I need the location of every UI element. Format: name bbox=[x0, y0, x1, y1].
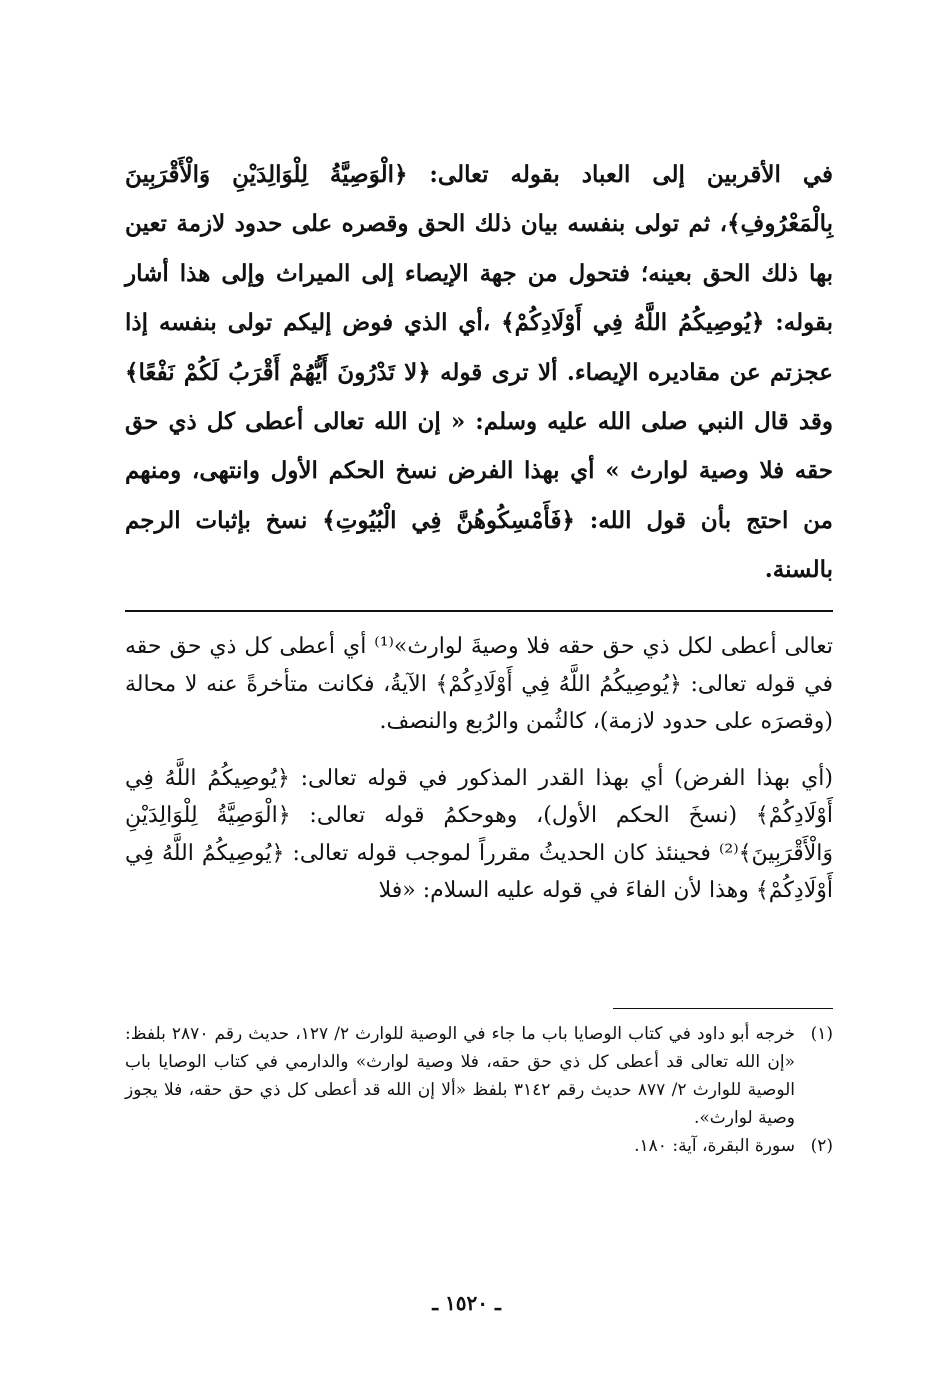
footnote-text: سورة البقرة، آية: ١٨٠. bbox=[634, 1136, 795, 1156]
footnote-number: (٢) bbox=[810, 1136, 833, 1156]
commentary-paragraph-1: تعالى أعطى لكل ذي حق حقه فلا وصيةَ لوارث»⁽¹⁾ أي أعطى كل ذي حق حقه في قوله تعالى: ﴿يُوصِيكُمُ اللَّهُ فِي أَوْلَادِكُمْ﴾ الآيةُ، فكانت متأخرةً عنه لا محالة (وقصرَه على حدود لازمة)، كالثُمن والرُبع والنصف. bbox=[125, 634, 833, 734]
footnote-text: خرجه أبو داود في كتاب الوصايا باب ما جاء في الوصية للوارث ٢/ ١٢٧، حديث رقم ٢٨٧٠ بلفظ: «إن الله تعالى قد أعطى كل ذي حق حقه، فلا وصية لوارث» والدارمي في كتاب الوصايا باب الوصية للوارث ٢/ ٨٧٧ حديث رقم ٣١٤٢ بلفظ «ألا إن الله قد أعطى كل ذي حق حقه، فلا يجوز وصية لوارث». bbox=[125, 1024, 796, 1128]
page-number: ـ ١٥٢٠ ـ bbox=[432, 1291, 501, 1315]
footnote-divider bbox=[613, 1008, 833, 1009]
main-paragraph: في الأقربين إلى العباد بقوله تعالى: ﴿الْوَصِيَّةُ لِلْوَالِدَيْنِ وَالْأَقْرَبِينَ بِالْمَعْرُوفِ﴾، ثم تولى بنفسه بيان ذلك الحق وقصره على حدود لازمة تعين بها ذلك الحق بعينه؛ فتحول من جهة الإيصاء إلى الميراث وإلى هذا أشار بقوله: ﴿يُوصِيكُمُ اللَّهُ فِي أَوْلَادِكُمْ﴾ ،أي الذي فوض إليكم تولى بنفسه إذا عجزتم عن مقاديره الإيصاء. ألا ترى قوله ﴿لا تَدْرُونَ أَيُّهُمْ أَقْرَبُ لَكُمْ نَفْعًا﴾ وقد قال النبي صلى الله عليه وسلم: « إن الله تعالى أعطى كل ذي حق حقه فلا وصية لوارث » أي بهذا الفرض نسخ الحكم الأول وانتهى، ومنهم من احتج بأن قول الله: ﴿فَأَمْسِكُوهُنَّ فِي الْبُيُوتِ﴾ نسخ بإثبات الرجم بالسنة. bbox=[125, 161, 833, 584]
footnotes-block bbox=[125, 1020, 833, 1160]
commentary-block bbox=[125, 628, 833, 910]
footnote-item bbox=[125, 1132, 833, 1160]
commentary-paragraph-2: (أي بهذا الفرض) أي بهذا القدر المذكور في قوله تعالى: ﴿يُوصِيكُمُ اللَّهُ فِي أَوْلَادِكُمْ﴾ (نسخَ الحكم الأول)، وهوحكمُ قوله تعالى: ﴿الْوَصِيَّةُ لِلْوَالِدَيْنِ وَالْأَقْرَبِينَ﴾⁽²⁾ فحينئذ كان الحديثُ مقرراً لموجب قوله تعالى: ﴿يُوصِيكُمُ اللَّهُ فِي أَوْلَادِكُمْ﴾ وهذا لأن الفاءَ في قوله عليه السلام: «فلا bbox=[125, 765, 833, 903]
section-divider bbox=[125, 610, 833, 612]
main-text-block bbox=[125, 150, 833, 595]
footnote-number: (١) bbox=[810, 1024, 833, 1044]
footnote-item bbox=[125, 1020, 833, 1132]
